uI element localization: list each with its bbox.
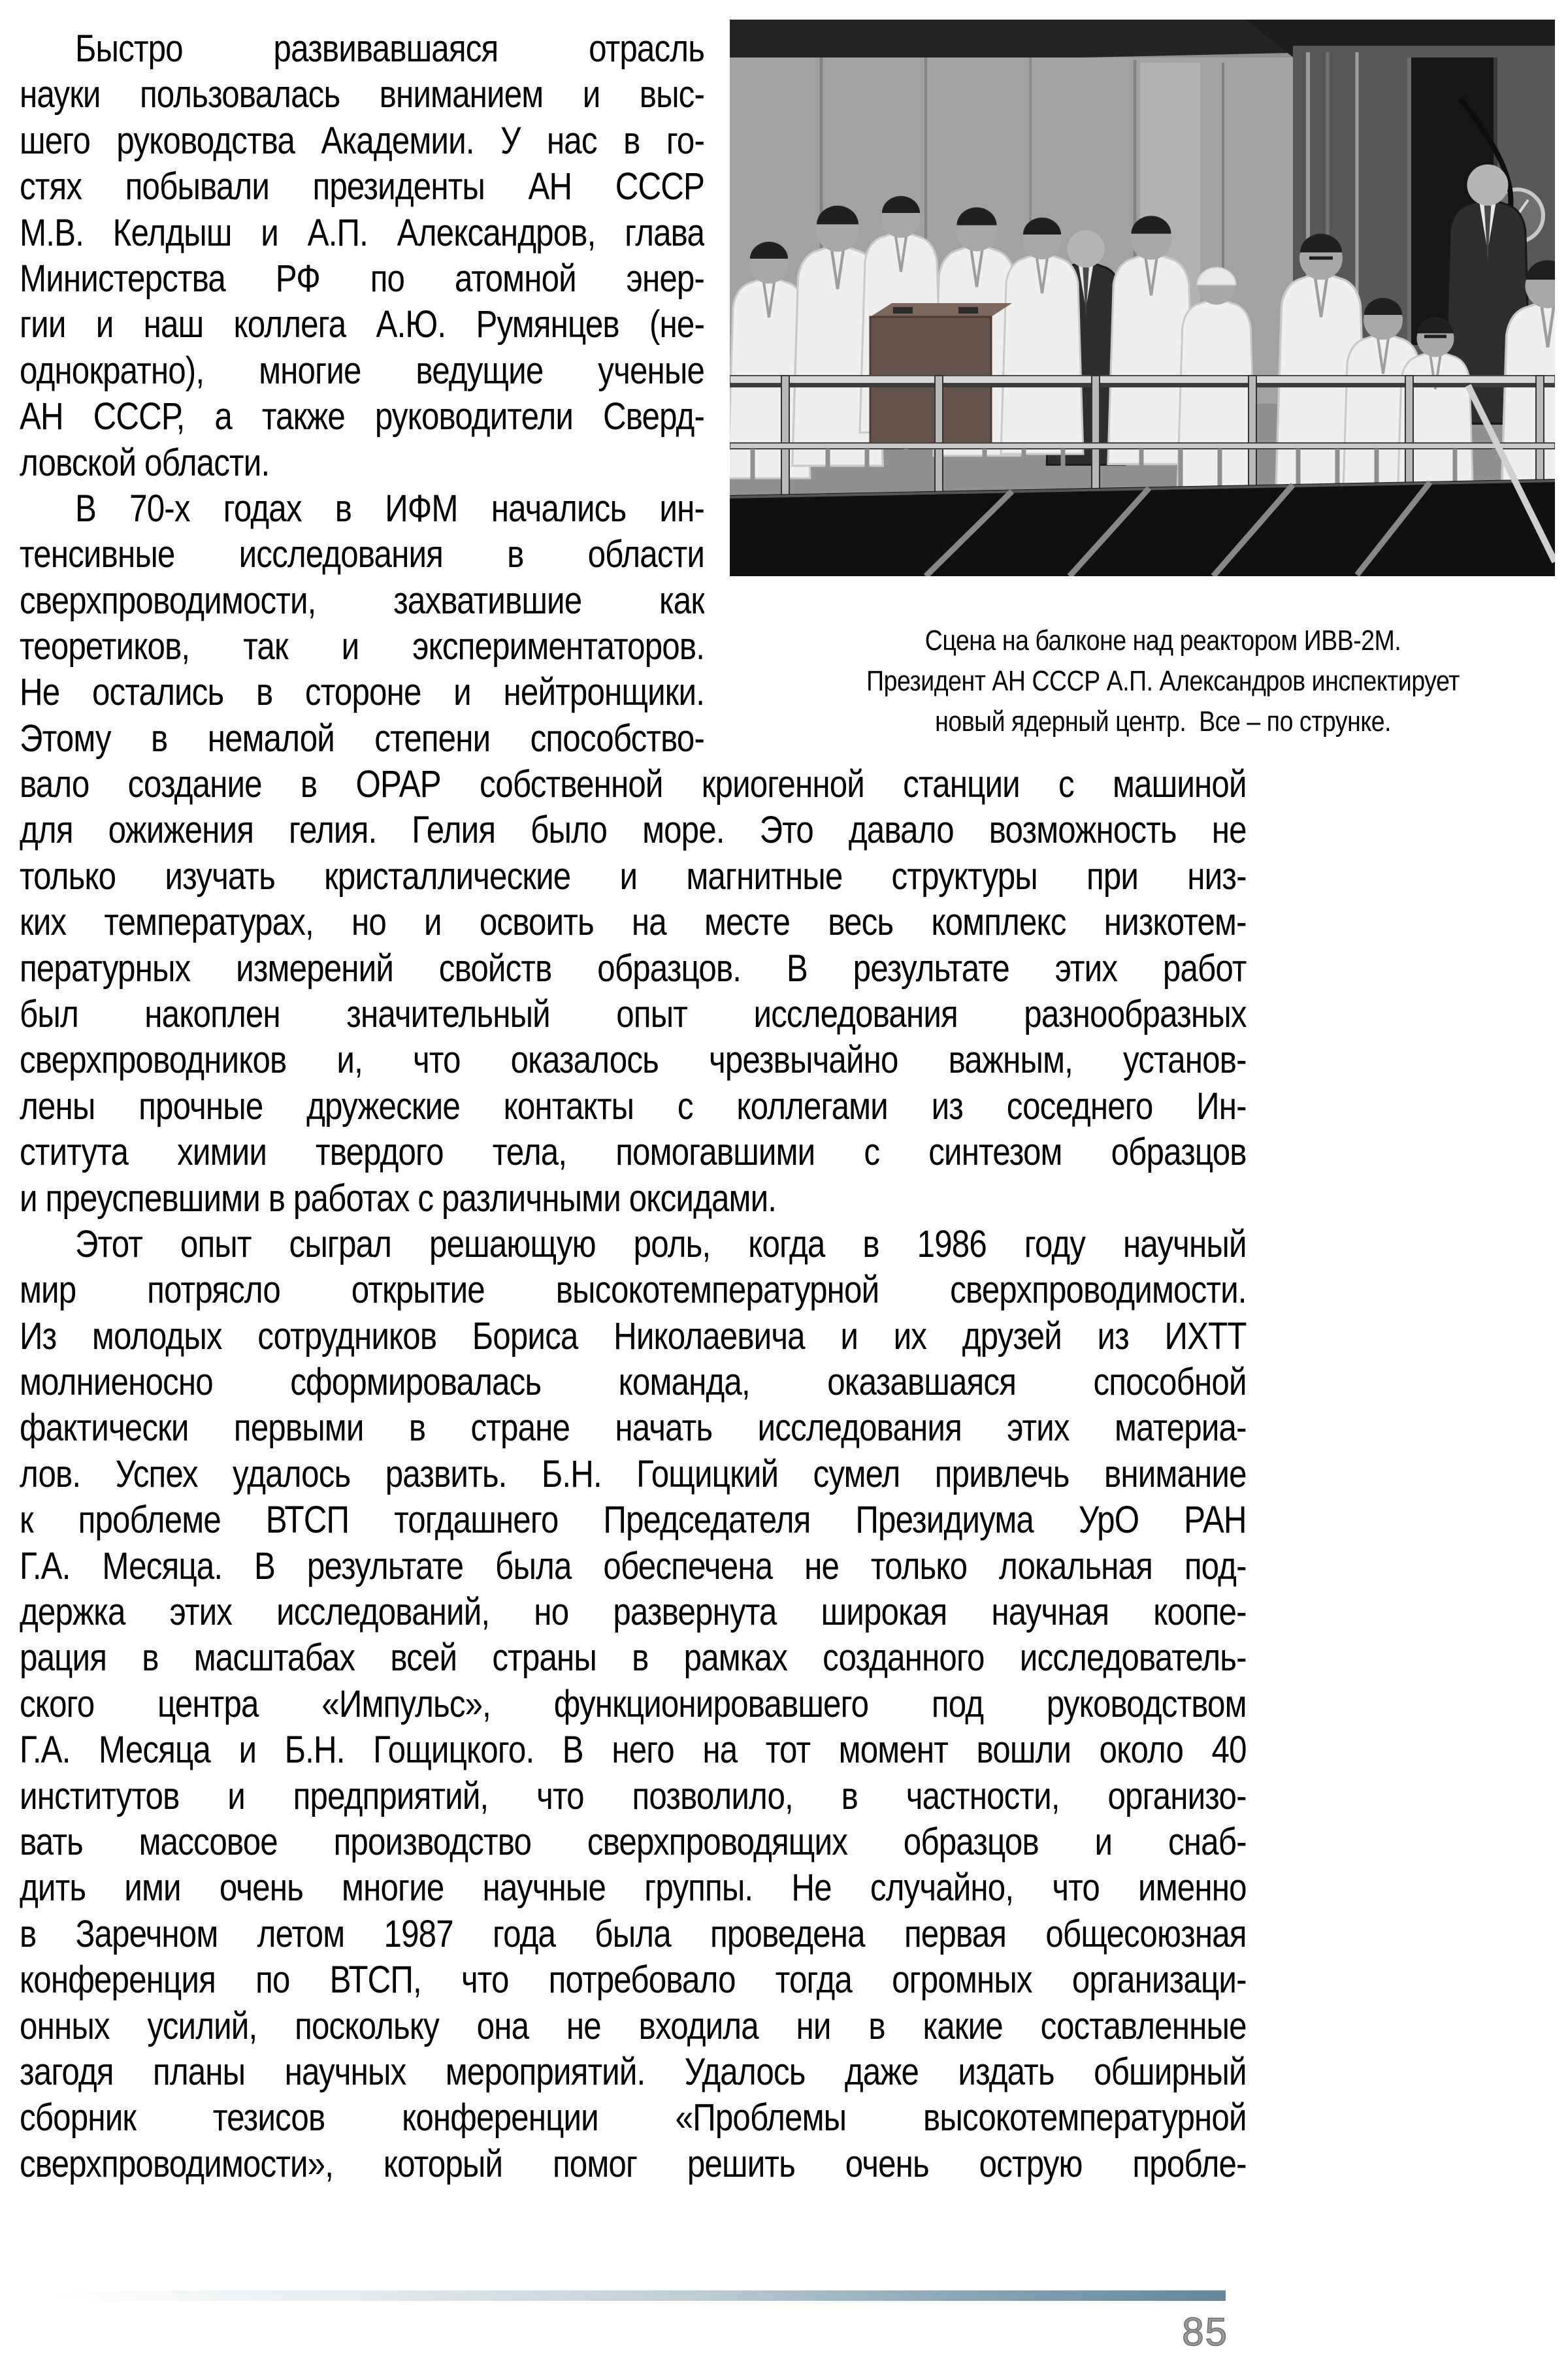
text-line: вало создание в ОРАР собственной криогенной станции с машиной — [20, 763, 1247, 805]
text-line: сверхпроводимости», который помог решить очень острую пробле- — [20, 2142, 1247, 2185]
reactor-balcony-photo-graphic — [730, 20, 1555, 576]
text-line: и преуспевшими в работах с различными оксидами. — [20, 1177, 777, 1220]
text-line: был накоплен значительный опыт исследования разнообразных — [20, 992, 1247, 1035]
text-line: стях побывали президенты АН СССР — [20, 165, 705, 208]
text-line: конференция по ВТСП, что потребовало тогда огромных организаци- — [20, 1959, 1247, 2002]
text-line: Президент АН СССР А.П. Александров инспектирует — [866, 665, 1460, 697]
text-line: вать массовое производство сверхпроводящих образцов и снаб- — [20, 1820, 1247, 1863]
body-text-wide — [20, 762, 1247, 2187]
text-line: гии и наш коллега А.Ю. Румянцев (не- — [20, 303, 705, 346]
text-line: ститута химии твердого тела, помогавшими с синтезом образцов — [20, 1131, 1247, 1174]
text-line: шего руководства Академии. У нас в го- — [20, 119, 705, 162]
text-line: Г.А. Месяца. В результате была обеспечена не только локальная под- — [20, 1544, 1247, 1587]
photo-caption — [758, 621, 1568, 742]
text-line: однократно), многие ведущие ученые — [20, 349, 705, 392]
text-line: Быстро развивавшаяся отрасль — [75, 27, 705, 70]
text-line: ких температурах, но и освоить на месте весь комплекс низкотем- — [20, 901, 1247, 944]
text-line: молниеносно сформировалась команда, оказавшаяся способной — [20, 1361, 1247, 1404]
text-line: сборник тезисов конференции «Проблемы высокотемпературной — [20, 2096, 1247, 2139]
text-line: лены прочные дружеские контакты с коллегами из соседнего Ин- — [20, 1084, 1247, 1128]
text-line: Этому в немалой степени способство- — [20, 717, 705, 760]
text-line: тенсивные исследования в области — [20, 533, 705, 576]
text-line: теоретиков, так и экспериментаторов. — [20, 625, 705, 668]
text-line: ловской области. — [20, 441, 270, 484]
text-line: М.В. Келдыш и А.П. Александров, глава — [20, 211, 705, 254]
text-line: рация в масштабах всей страны в рамках созданного исследователь- — [20, 1636, 1247, 1680]
text-line: держка этих исследований, но развернута широкая научная коопе- — [20, 1591, 1247, 1634]
text-line: В 70-х годах в ИФМ начались ин- — [75, 487, 705, 530]
text-line: пературных измерений свойств образцов. В результате этих работ — [20, 947, 1247, 990]
text-line: Г.А. Месяца и Б.Н. Гощицкого. В него на тот момент вошли около 40 — [20, 1729, 1247, 1772]
text-line: институтов и предприятий, что позволило, в частности, организо- — [20, 1774, 1247, 1817]
text-line: фактически первыми в стране начать исследования этих материа- — [20, 1407, 1247, 1450]
text-line: только изучать кристаллические и магнитные структуры при низ- — [20, 854, 1247, 898]
text-line: в Заречном летом 1987 года была проведена первая общесоюзная — [20, 1912, 1247, 1955]
text-line: науки пользовалась вниманием и выс- — [20, 73, 705, 116]
body-text-narrow-column — [20, 26, 704, 762]
reactor-balcony-photo — [730, 20, 1555, 576]
page-number: 85 — [1182, 2310, 1228, 2354]
text-line: мир потрясло открытие высокотемпературной сверхпроводимости. — [20, 1269, 1247, 1312]
text-line: к проблеме ВТСП тогдашнего Председателя Президиума УрО РАН — [20, 1499, 1247, 1542]
text-line: новый ядерный центр. Все – по струнке. — [935, 706, 1392, 738]
text-line: Из молодых сотрудников Бориса Николаевича и их друзей из ИХТТ — [20, 1314, 1247, 1358]
footer-accent-bar — [46, 2290, 1226, 2301]
text-line: Министерства РФ по атомной энер- — [20, 257, 705, 300]
text-line: загодя планы научных мероприятий. Удалось даже издать обширный — [20, 2050, 1247, 2093]
text-line: дить ими очень многие научные группы. Не случайно, что именно — [20, 1866, 1247, 1910]
text-line: Этот опыт сыграл решающую роль, когда в 1986 году научный — [75, 1222, 1247, 1265]
text-line: ского центра «Импульс», функционировавшего под руководством — [20, 1682, 1247, 1725]
text-line: сверхпроводимости, захватившие как — [20, 579, 705, 622]
text-line: Не остались в стороне и нейтронщики. — [20, 671, 705, 714]
text-line: Сцена на балконе над реактором ИВВ-2М. — [924, 625, 1401, 657]
text-line: АН СССР, а также руководители Сверд- — [20, 395, 705, 438]
text-line: онных усилий, поскольку она не входила ни в какие составленные — [20, 2004, 1247, 2047]
text-line: сверхпроводников и, что оказалось чрезвычайно важным, установ- — [20, 1039, 1247, 1082]
text-line: для ожижения гелия. Гелия было море. Это давало возможность не — [20, 809, 1247, 852]
text-line: лов. Успех удалось развить. Б.Н. Гощицкий сумел привлечь внимание — [20, 1452, 1247, 1495]
